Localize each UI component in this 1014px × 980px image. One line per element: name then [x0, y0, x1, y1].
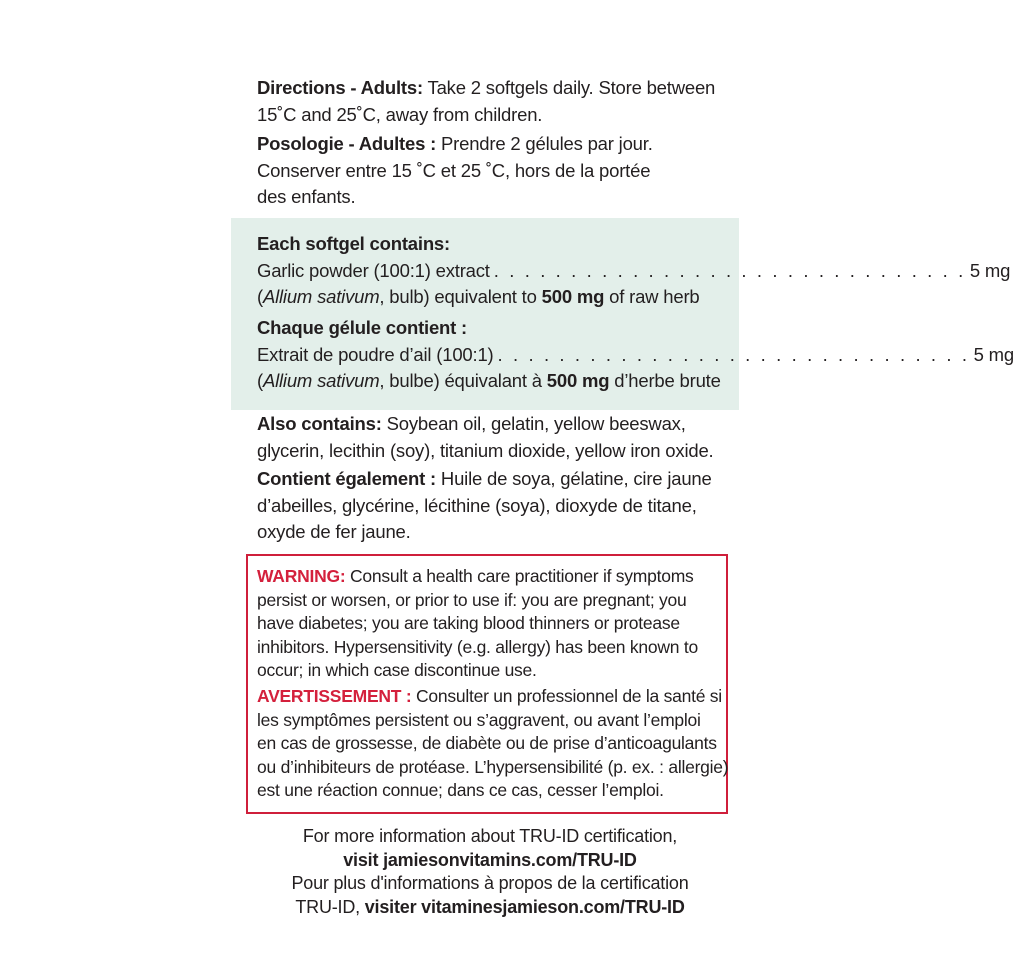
- ingredient-name: Garlic powder (100:1) extract: [257, 259, 490, 281]
- directions-fr: [257, 131, 727, 211]
- directions-text: Take 2 softgels daily. Store between: [422, 77, 716, 98]
- posologie-text: Prendre 2 gélules par jour.: [436, 133, 653, 154]
- posologie-text: Conserver entre 15 ˚C et 25 ˚C, hors de la portée: [257, 159, 651, 181]
- footer-text: TRU-ID,: [295, 896, 365, 917]
- contient-text: Huile de soya, gélatine, cire jaune: [435, 468, 712, 489]
- species-name: Allium sativum: [262, 370, 380, 391]
- avertissement-text: en cas de grossesse, de diabète ou de prise d’anticoagulants: [257, 733, 717, 753]
- medicinal-ingredients-fr: [257, 315, 1014, 395]
- warning-text: persist or worsen, or prior to use if: you are pregnant; you: [257, 589, 687, 610]
- warning-text: Consult a health care practitioner if symptoms: [345, 566, 694, 586]
- avertissement-text: les symptômes persistent ou s’aggravent, ou avant l’emploi: [257, 709, 701, 730]
- footer-text: Pour plus d'informations à propos de la certification: [291, 873, 689, 893]
- avertissement-text: est une réaction connue; dans ce cas, cesser l’emploi.: [257, 780, 664, 800]
- directions-en: [257, 75, 727, 128]
- warning-heading: WARNING:: [257, 566, 346, 586]
- also-contains-text: glycerin, lecithin (soy), titanium dioxide, yellow iron oxide.: [257, 439, 714, 461]
- avertissement-text: ou d’inhibiteurs de protéase. L’hypersensibilité (p. ex. : allergie): [257, 756, 729, 777]
- footer-link-fr[interactable]: visiter vitaminesjamieson.com/TRU-ID: [364, 896, 685, 917]
- posologie-text: des enfants.: [257, 186, 356, 207]
- species-name: Allium sativum: [262, 286, 380, 307]
- also-contains-heading: Also contains:: [257, 413, 382, 434]
- contient-text: oxyde de fer jaune.: [257, 521, 411, 542]
- ingredient-amount: 5 mg: [969, 259, 1011, 281]
- footer-link-en[interactable]: visit jamiesonvitamins.com/TRU-ID: [343, 849, 637, 870]
- tru-id-footer: [200, 825, 780, 919]
- leader-dots: . . . . . . . . . . . . . . . . . . . . . . . . . . . . . . .: [497, 343, 970, 365]
- equivalent-amount: 500 mg: [546, 370, 610, 391]
- medicinal-ingredients-en: [257, 231, 1011, 311]
- warning-text: inhibitors. Hypersensitivity (e.g. allergy) has been known to: [257, 636, 698, 657]
- directions-heading: Directions - Adults:: [257, 77, 423, 98]
- warning-en: [257, 565, 727, 683]
- warning-fr: [257, 685, 727, 803]
- avertissement-text: Consulter un professionnel de la santé si: [411, 686, 722, 706]
- equivalent-amount: 500 mg: [541, 286, 605, 307]
- directions-text: 15˚C and 25˚C, away from children.: [257, 103, 543, 125]
- ingredient-name: Extrait de poudre d’ail (100:1): [257, 343, 494, 365]
- footer-text: For more information about TRU-ID certification,: [302, 826, 678, 846]
- ingredient-amount: 5 mg: [973, 343, 1014, 365]
- ingredient-source: (Allium sativum, bulbe) équivalant à 500 mg d’herbe brute: [257, 370, 721, 391]
- posologie-heading: Posologie - Adultes :: [257, 133, 437, 154]
- leader-dots: . . . . . . . . . . . . . . . . . . . . . . . . . . . . . . .: [493, 259, 966, 281]
- warning-text: occur; in which case discontinue use.: [257, 660, 537, 680]
- chaque-gelule-heading: Chaque gélule contient :: [257, 317, 468, 338]
- ingredient-source: (Allium sativum, bulb) equivalent to 500 mg of raw herb: [257, 286, 700, 307]
- contient-text: d’abeilles, glycérine, lécithine (soya), dioxyde de titane,: [257, 494, 697, 516]
- each-softgel-heading: Each softgel contains:: [257, 233, 450, 254]
- non-medicinal-fr: [257, 466, 727, 546]
- also-contains-text: Soybean oil, gelatin, yellow beeswax,: [381, 413, 686, 434]
- contient-heading: Contient également :: [257, 468, 436, 489]
- ingredient-row: [257, 342, 1014, 369]
- avertissement-heading: AVERTISSEMENT :: [257, 686, 412, 706]
- ingredient-row: [257, 258, 1011, 285]
- non-medicinal-en: [257, 411, 727, 464]
- warning-text: have diabetes; you are taking blood thinners or protease: [257, 613, 680, 633]
